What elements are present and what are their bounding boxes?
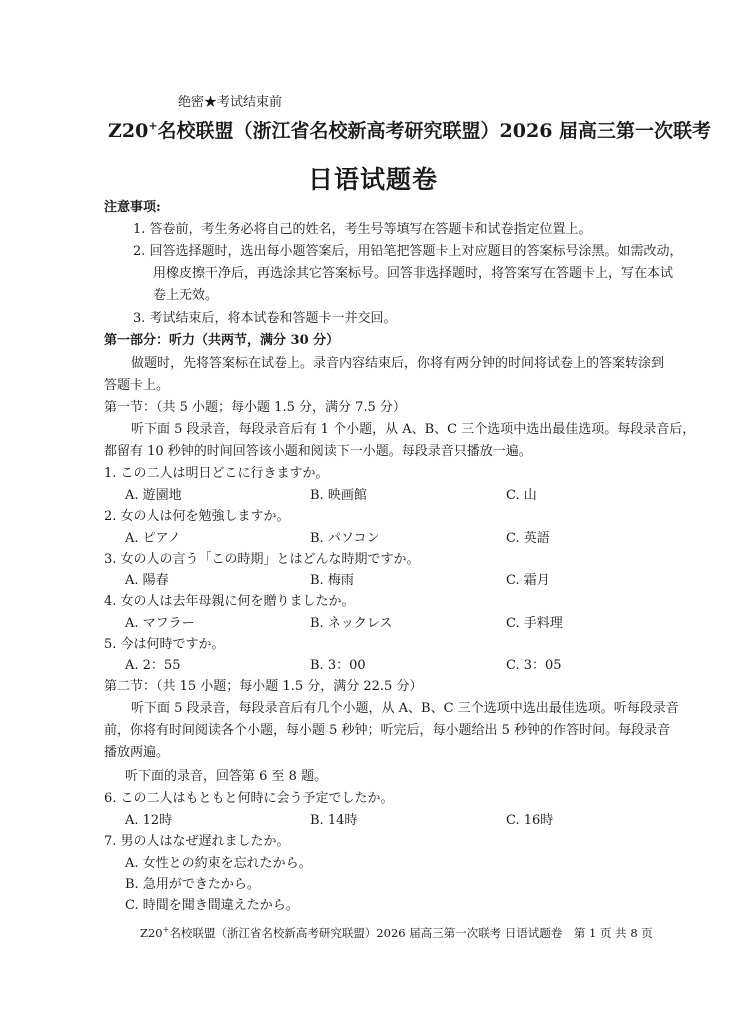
- question-6-stem: 6. この二人はもともと何時に会う予定でしたか。: [104, 791, 394, 806]
- question-3-stem: 3. 女の人の言う「この時期」とはどんな時期ですか。: [104, 552, 420, 567]
- notes-item-2-line-3: 卷上无效。: [153, 288, 219, 303]
- notes-item-2-line-2: 用橡皮擦干净后，再选涂其它答案标号。回答非选择题时，将答案写在答题卡上，写在本试: [153, 266, 674, 281]
- question-7-option-a: A. 女性との約束を忘れたから。: [125, 856, 312, 871]
- question-4-option-c: C. 手料理: [506, 616, 563, 631]
- question-5-option-c: C. 3：05: [506, 658, 562, 673]
- part1-heading: 第一部分：听力（共两节，满分 30 分）: [104, 333, 340, 348]
- question-2-option-a: A. ピアノ: [125, 531, 181, 546]
- question-2-option-b: B. パソコン: [310, 531, 380, 546]
- question-3-option-c: C. 霜月: [506, 573, 550, 588]
- question-3-option-b: B. 梅雨: [310, 573, 354, 588]
- question-1-stem: 1. この二人は明日どこに行きますか。: [104, 466, 329, 481]
- question-4-option-b: B. ネックレス: [310, 616, 393, 631]
- question-6-option-b: B. 14時: [310, 813, 358, 828]
- question-2-stem: 2. 女の人は何を勉強しますか。: [104, 509, 290, 524]
- part1-intro-line-2: 答题卡上。: [104, 378, 170, 393]
- question-7-option-c: C. 時間を聞き間違えたから。: [125, 898, 299, 913]
- question-2-option-c: C. 英語: [506, 531, 550, 546]
- notes-heading: 注意事项:: [104, 200, 161, 215]
- secret-label: 绝密★考试结束前: [178, 95, 283, 110]
- footer-prefix: Z20: [140, 926, 163, 940]
- section1-instr-line-1: 听下面 5 段录音，每段录音后有 1 个小题，从 A、B、C 三个选项中选出最佳选项。每段录音后，: [131, 422, 696, 437]
- section2-instr-line-1: 听下面 5 段录音，每段录音后有几个小题，从 A、B、C 三个选项中选出最佳选项。听每段录音: [131, 701, 679, 716]
- subject-title: 日语试题卷: [307, 165, 438, 194]
- section1-heading: 第一节：（共 5 小题；每小题 1.5 分，满分 7.5 分）: [104, 400, 406, 415]
- question-4-stem: 4. 女の人は去年母親に何を贈りましたか。: [104, 594, 355, 609]
- question-7-stem: 7. 男の人はなぜ遅れましたか。: [104, 834, 290, 849]
- page-footer: [140, 925, 653, 941]
- question-3-option-a: A. 陽春: [125, 573, 169, 588]
- question-5-option-b: B. 3：00: [310, 658, 366, 673]
- question-1-option-b: B. 映画館: [310, 488, 367, 503]
- title-prefix: Z20: [108, 120, 149, 142]
- question-6-option-a: A. 12時: [125, 813, 173, 828]
- question-1-option-a: A. 遊園地: [125, 488, 182, 503]
- notes-item-2-line-1: 2. 回答选择题时，选出每小题答案后，用铅笔把答题卡上对应题目的答案标号涂黑。如需改动，: [133, 244, 683, 259]
- section2-sub-instruction: 听下面的录音，回答第 6 至 8 题。: [125, 769, 328, 784]
- question-7-option-b: B. 急用ができたから。: [125, 877, 260, 892]
- section2-instr-line-2: 前，你将有时间阅读各个小题，每小题 5 秒钟；听完后，每小题给出 5 秒钟的作答时间。每段录音: [104, 723, 671, 738]
- question-5-stem: 5. 今は何時ですか。: [104, 637, 225, 652]
- footer-rest: 名校联盟（浙江省名校新高考研究联盟）2026 届高三第一次联考 日语试题卷 第 1 页 共 8 页: [169, 926, 653, 940]
- notes-item-1: 1. 答卷前，考生务必将自己的姓名，考生号等填写在答题卡和试卷指定位置上。: [133, 222, 592, 237]
- title-sup: +: [148, 119, 158, 133]
- question-4-option-a: A. マフラー: [125, 616, 195, 631]
- title-rest: 名校联盟（浙江省名校新高考研究联盟）2026 届高三第一次联考: [157, 120, 712, 142]
- question-1-option-c: C. 山: [506, 488, 537, 503]
- question-6-option-c: C. 16時: [506, 813, 554, 828]
- footer-sup: +: [162, 925, 170, 935]
- section2-instr-line-3: 播放两遍。: [104, 745, 170, 760]
- part1-intro-line-1: 做题时，先将答案标在试卷上。录音内容结束后，你将有两分钟的时间将试卷上的答案转涂到: [131, 356, 665, 371]
- section1-instr-line-2: 都留有 10 秒钟的时间回答该小题和阅读下一小题。每段录音只播放一遍。: [104, 444, 532, 459]
- notes-item-3: 3. 考试结束后，将本试卷和答题卡一并交回。: [133, 311, 397, 326]
- question-5-option-a: A. 2：55: [125, 658, 181, 673]
- section2-heading: 第二节：（共 15 小题；每小题 1.5 分，满分 22.5 分）: [104, 679, 423, 694]
- exam-title: [108, 116, 711, 143]
